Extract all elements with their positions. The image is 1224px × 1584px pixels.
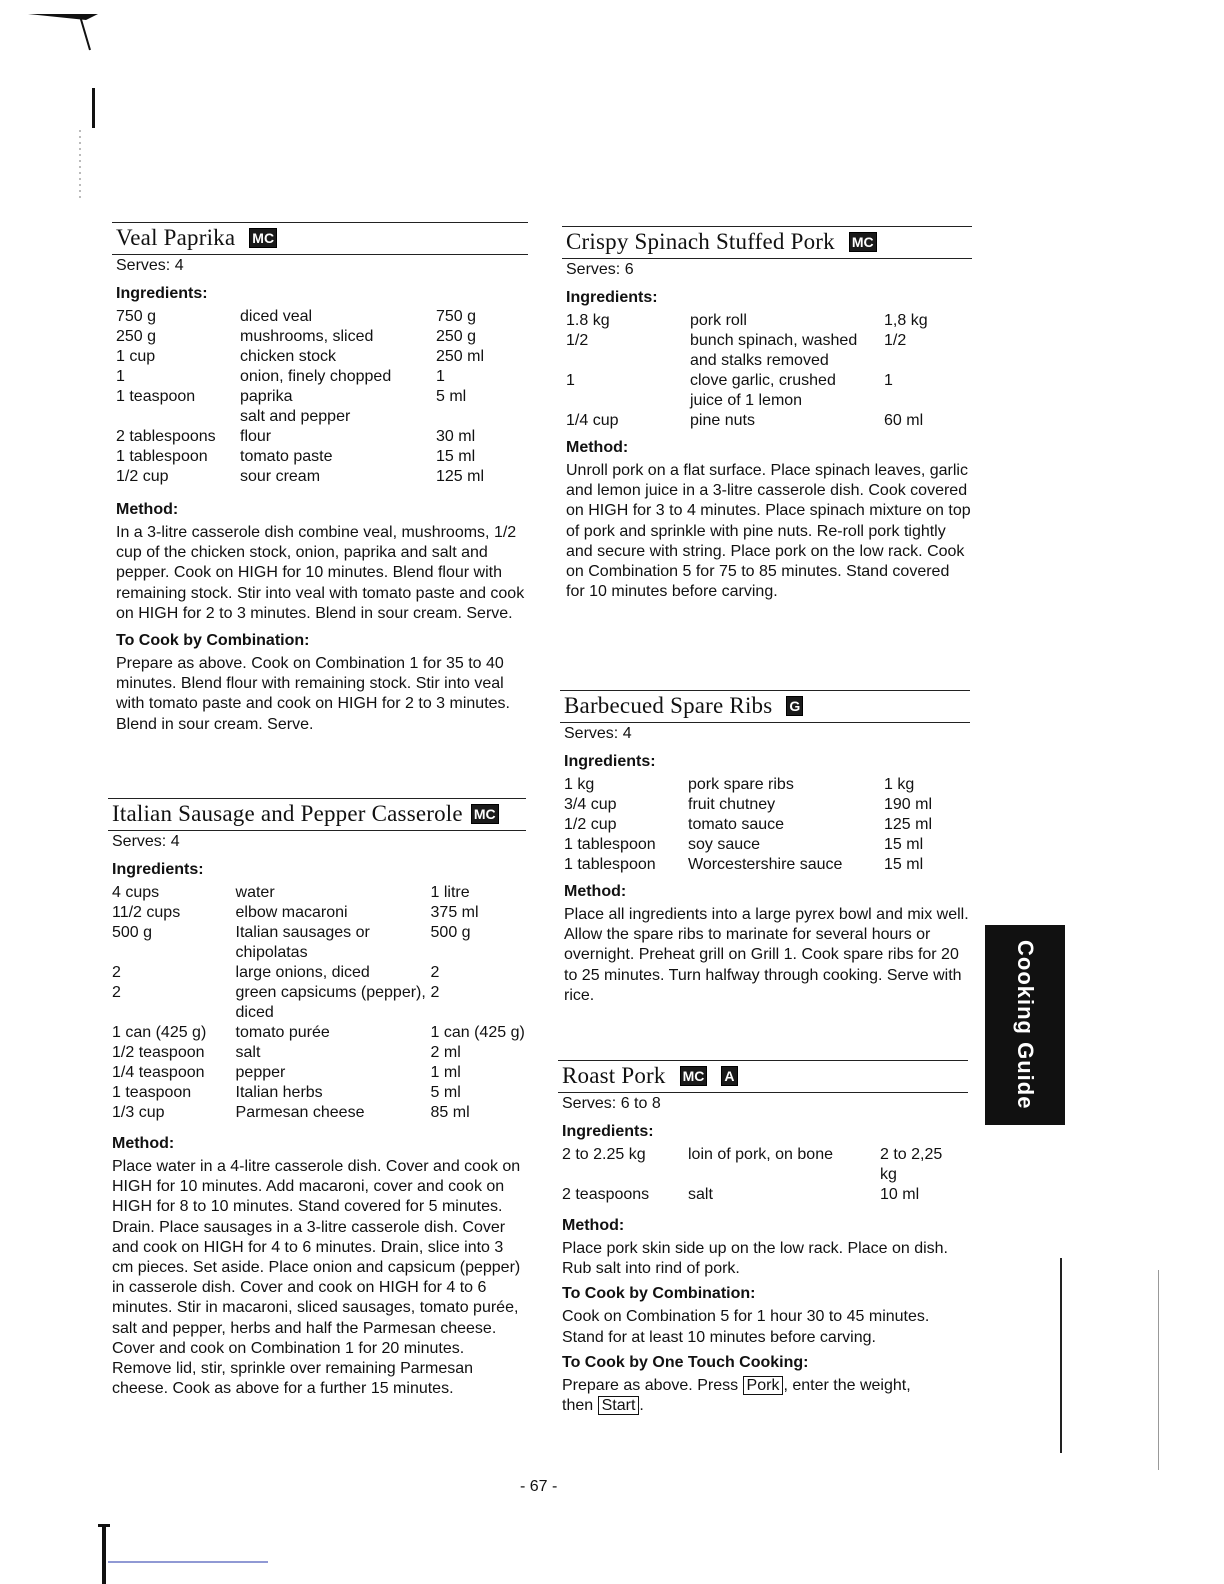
one-touch-text-a: Prepare as above. Press bbox=[562, 1376, 739, 1394]
combination-label: To Cook by Combination: bbox=[116, 632, 310, 650]
ingredient-name: tomato paste bbox=[240, 448, 333, 465]
ingredient-metric: 1 bbox=[436, 368, 445, 385]
ingredients-table bbox=[112, 883, 526, 1123]
ingredient-name: Worcestershire sauce bbox=[688, 856, 843, 873]
combination-text: Prepare as above. Cook on Combination 1 for 35 to 40 minutes. Blend flour with remaining stock. Stir into veal with tomato paste and cook on HIGH for 2 to 3 minutes. Blend in sour cream. Serve. bbox=[116, 655, 510, 733]
one-touch-text bbox=[562, 1376, 968, 1416]
recipe-title-row bbox=[112, 222, 528, 255]
one-touch-text-d: . bbox=[639, 1397, 644, 1415]
ingredient-quantity: 1 cup bbox=[116, 348, 156, 365]
method-text: Place all ingredients into a large pyrex bowl and mix well. Allow the spare ribs to marinate for several hours or overnight. Preheat grill on Grill 1. Cook spare ribs for 20 to 25 minutes. Turn halfway through cooking. Serve with rice. bbox=[564, 906, 969, 1004]
ingredient-row bbox=[116, 347, 526, 367]
recipe-spinach-pork bbox=[562, 226, 972, 602]
ingredients-table bbox=[116, 307, 526, 487]
ingredient-row bbox=[564, 835, 964, 855]
method-label: Method: bbox=[562, 1217, 625, 1234]
ingredient-name: diced veal bbox=[240, 308, 313, 325]
ingredient-name: mushrooms, sliced bbox=[240, 328, 374, 345]
method-text: Place water in a 4-litre casserole dish. Cover and cook on HIGH for 10 minutes. Add macaroni, cover and cook on HIGH for 8 to 10 minutes. Stand covered for 5 minutes. Drain. Place sausages in a 3-litre casserole dish. Cover and cook on HIGH for 4 to 6 minutes. Drain, slice into 3 cm pieces. Set aside. Place onion and capsicum (pepper) in casserole dish. Cover and cook on HIGH for 4 to 6 minutes. Stir in macaroni, sliced sausages, tomato purée, salt and pepper, herbs and half the Parmesan cheese. Cover and cook on Combination 1 for 20 minutes. Remove lid, stir, sprinkle over remaining Parmesan cheese. Cook as above for a further 15 minutes. bbox=[112, 1158, 521, 1398]
one-touch-text-b: , enter the weight, bbox=[783, 1376, 911, 1394]
mode-badge-icon: MC bbox=[849, 232, 877, 252]
recipe-title: Italian Sausage and Pepper Casserole bbox=[112, 801, 463, 826]
ingredient-metric: 250 g bbox=[436, 328, 477, 345]
start-key: Start bbox=[598, 1396, 640, 1415]
ingredient-quantity: 11/2 cups bbox=[112, 904, 181, 921]
ingredient-quantity: 1/2 cup bbox=[116, 468, 169, 485]
ingredient-metric: 500 g bbox=[430, 924, 471, 941]
page-number: - 67 - bbox=[520, 1478, 558, 1495]
ingredient-row bbox=[562, 1185, 960, 1205]
serves: Serves: 4 bbox=[112, 833, 180, 850]
ingredient-name: sour cream bbox=[240, 468, 321, 485]
ingredient-row bbox=[116, 467, 526, 487]
recipe-title: Roast Pork bbox=[562, 1063, 666, 1088]
recipe-title: Veal Paprika bbox=[116, 225, 236, 250]
ingredient-name: salt bbox=[688, 1186, 713, 1203]
ingredient-metric: 15 ml bbox=[436, 448, 476, 465]
ingredient-metric: 2 ml bbox=[430, 1044, 461, 1061]
method-label: Method: bbox=[112, 1135, 175, 1152]
ingredient-name: bunch spinach, washed and stalks removed bbox=[690, 332, 858, 369]
ingredient-metric: 10 ml bbox=[880, 1186, 920, 1203]
ingredients-label: Ingredients: bbox=[562, 1123, 654, 1140]
ingredient-quantity bbox=[116, 407, 240, 427]
ingredient-quantity: 1/2 cup bbox=[564, 816, 617, 833]
ingredient-quantity: 1 teaspoon bbox=[116, 388, 196, 405]
ingredient-metric: 2 bbox=[430, 964, 440, 981]
ingredient-metric: 250 ml bbox=[436, 348, 485, 365]
ingredient-name: chicken stock bbox=[240, 348, 337, 365]
ingredient-quantity: 1 kg bbox=[564, 776, 595, 793]
ingredient-name: elbow macaroni bbox=[235, 904, 348, 921]
ingredient-quantity: 250 g bbox=[116, 328, 157, 345]
ingredient-name: Parmesan cheese bbox=[235, 1104, 365, 1121]
ingredient-name: pepper bbox=[235, 1064, 286, 1081]
ingredient-name: pine nuts bbox=[690, 412, 755, 429]
ingredient-quantity: 2 teaspoons bbox=[562, 1186, 650, 1203]
ingredient-row bbox=[564, 815, 964, 835]
ingredient-quantity: 1 bbox=[116, 368, 125, 385]
ingredient-quantity: 2 bbox=[112, 984, 121, 1001]
ingredient-quantity: 1.8 kg bbox=[566, 312, 610, 329]
ingredient-metric: 85 ml bbox=[430, 1104, 470, 1121]
ingredient-quantity: 500 g bbox=[112, 924, 153, 941]
ingredient-metric: 1/2 bbox=[884, 332, 907, 349]
ingredient-metric: 1 can (425 g) bbox=[430, 1024, 525, 1041]
corner-crop-mark bbox=[28, 10, 108, 200]
ingredient-name: tomato sauce bbox=[688, 816, 785, 833]
ingredient-metric: 15 ml bbox=[884, 856, 924, 873]
ingredient-row bbox=[116, 407, 526, 427]
serves: Serves: 4 bbox=[116, 257, 184, 274]
ingredient-name: juice of 1 lemon bbox=[690, 392, 803, 409]
recipe-title-row bbox=[558, 1060, 968, 1093]
ingredient-quantity: 1 can (425 g) bbox=[112, 1024, 207, 1041]
auto-badge-icon: A bbox=[721, 1066, 737, 1086]
ingredient-metric: 125 ml bbox=[884, 816, 933, 833]
ingredient-metric: 1 kg bbox=[884, 776, 915, 793]
ingredient-metric: 375 ml bbox=[430, 904, 479, 921]
ingredient-metric: 15 ml bbox=[884, 836, 924, 853]
ingredients-label: Ingredients: bbox=[116, 285, 208, 302]
ingredient-metric: 2 bbox=[430, 984, 440, 1001]
ingredient-row bbox=[116, 427, 526, 447]
ingredient-metric: 5 ml bbox=[430, 1084, 461, 1101]
ingredient-metric: 60 ml bbox=[884, 412, 924, 429]
ingredient-quantity: 1 tablespoon bbox=[564, 836, 656, 853]
ingredient-metric: 125 ml bbox=[436, 468, 485, 485]
method-text: In a 3-litre casserole dish combine veal, mushrooms, 1/2 cup of the chicken stock, onion, paprika and salt and pepper. Cook on HIGH for 10 minutes. Blend flour with remaining stock. Stir into veal with tomato paste and cook on HIGH for 2 to 3 minutes. Blend in sour cream. Serve. bbox=[116, 524, 525, 622]
ingredient-quantity: 1 tablespoon bbox=[116, 448, 208, 465]
ingredient-name: fruit chutney bbox=[688, 796, 776, 813]
margin-line bbox=[1158, 1270, 1159, 1470]
recipe-veal-paprika bbox=[112, 222, 528, 735]
ingredient-row bbox=[116, 307, 526, 327]
ingredient-quantity: 1/4 cup bbox=[566, 412, 619, 429]
section-tab-label: Cooking Guide bbox=[1013, 940, 1038, 1110]
ingredient-row bbox=[566, 311, 964, 331]
ingredient-quantity: 2 to 2.25 kg bbox=[562, 1146, 646, 1163]
combination-text: Cook on Combination 5 for 1 hour 30 to 45 minutes. Stand for at least 10 minutes before carving. bbox=[562, 1308, 930, 1346]
ingredient-name: green capsicums (pepper), diced bbox=[235, 984, 426, 1021]
recipe-spare-ribs bbox=[560, 690, 970, 1006]
ingredient-quantity: 4 cups bbox=[112, 884, 160, 901]
ingredient-quantity: 3/4 cup bbox=[564, 796, 617, 813]
ingredient-name: clove garlic, crushed bbox=[690, 372, 836, 389]
ingredient-metric: 750 g bbox=[436, 308, 477, 325]
ingredient-row bbox=[566, 331, 964, 371]
recipe-italian-sausage bbox=[108, 798, 526, 1399]
ingredients-table bbox=[562, 1145, 960, 1205]
ingredient-metric bbox=[436, 407, 526, 427]
ingredient-row bbox=[566, 391, 964, 411]
ingredient-row bbox=[112, 923, 526, 963]
ingredient-name: paprika bbox=[240, 388, 293, 405]
ingredient-metric: 1 litre bbox=[430, 884, 470, 901]
bottom-crop-mark bbox=[98, 1520, 278, 1584]
method-text: Unroll pork on a flat surface. Place spinach leaves, garlic and lemon juice in a 3-litre casserole dish. Cook covered on HIGH for 3 to 4 minutes. Place spinach mixture on top of pork and sprinkle with pine nuts. Re-roll pork tightly and secure with string. Place pork on the low rack. Cook on Combination 5 for 75 to 85 minutes. Stand covered for 10 minutes before carving. bbox=[566, 462, 971, 601]
ingredients-label: Ingredients: bbox=[112, 861, 204, 878]
recipe-title: Crispy Spinach Stuffed Pork bbox=[566, 229, 835, 254]
ingredients-table bbox=[566, 311, 964, 431]
ingredient-quantity: 1/4 teaspoon bbox=[112, 1064, 205, 1081]
ingredient-row bbox=[112, 1083, 526, 1103]
ingredients-label: Ingredients: bbox=[566, 289, 658, 306]
pork-key: Pork bbox=[743, 1376, 784, 1395]
ingredient-metric: 1 ml bbox=[430, 1064, 461, 1081]
recipe-title-row bbox=[562, 226, 972, 259]
method-label: Method: bbox=[566, 439, 629, 456]
ingredient-metric: 30 ml bbox=[436, 428, 476, 445]
ingredient-metric: 190 ml bbox=[884, 796, 933, 813]
ingredient-row bbox=[116, 327, 526, 347]
ingredient-name: water bbox=[235, 884, 275, 901]
ingredient-quantity: 2 bbox=[112, 964, 121, 981]
ingredient-row bbox=[562, 1145, 960, 1185]
ingredient-quantity bbox=[566, 391, 690, 411]
mode-badge-icon: MC bbox=[249, 228, 277, 248]
ingredient-quantity: 2 tablespoons bbox=[116, 428, 216, 445]
section-tab bbox=[985, 925, 1065, 1125]
ingredient-name: tomato purée bbox=[235, 1024, 330, 1041]
ingredient-metric: 2 to 2,25 kg bbox=[880, 1146, 943, 1183]
ingredient-name: loin of pork, on bone bbox=[688, 1146, 833, 1163]
one-touch-text-c: then bbox=[562, 1397, 594, 1415]
ingredient-name: onion, finely chopped bbox=[240, 368, 392, 385]
ingredient-row bbox=[566, 371, 964, 391]
ingredient-name: pork roll bbox=[690, 312, 747, 329]
ingredient-row bbox=[112, 1023, 526, 1043]
ingredient-quantity: 1 bbox=[566, 372, 575, 389]
recipe-roast-pork bbox=[558, 1060, 968, 1416]
one-touch-label: To Cook by One Touch Cooking: bbox=[562, 1353, 809, 1371]
ingredient-row bbox=[112, 903, 526, 923]
recipe-title-row bbox=[560, 690, 970, 723]
ingredient-row bbox=[112, 1103, 526, 1123]
ingredient-row bbox=[112, 1043, 526, 1063]
ingredient-row bbox=[564, 775, 964, 795]
ingredient-row bbox=[564, 795, 964, 815]
ingredient-quantity: 750 g bbox=[116, 308, 157, 325]
ingredient-metric: 1 bbox=[884, 372, 893, 389]
ingredient-name: soy sauce bbox=[688, 836, 761, 853]
ingredient-quantity: 1/2 bbox=[566, 332, 589, 349]
grill-badge-icon: G bbox=[786, 696, 803, 716]
method-label: Method: bbox=[564, 883, 627, 900]
ingredient-name: flour bbox=[240, 428, 272, 445]
ingredient-row bbox=[112, 963, 526, 983]
combination-label: To Cook by Combination: bbox=[562, 1285, 756, 1303]
ingredient-name: salt bbox=[235, 1044, 261, 1061]
recipe-title-row bbox=[108, 798, 526, 831]
ingredient-row bbox=[112, 983, 526, 1023]
ingredient-quantity: 1/3 cup bbox=[112, 1104, 165, 1121]
serves: Serves: 6 to 8 bbox=[562, 1095, 661, 1112]
mode-badge-icon: MC bbox=[680, 1066, 708, 1086]
ingredient-metric: 1,8 kg bbox=[884, 312, 928, 329]
margin-line bbox=[1060, 1258, 1062, 1453]
ingredient-name: Italian sausages or chipolatas bbox=[235, 924, 370, 961]
method-text: Place pork skin side up on the low rack. Place on dish. Rub salt into rind of pork. bbox=[562, 1240, 948, 1278]
mode-badge-icon: MC bbox=[471, 804, 499, 824]
serves: Serves: 4 bbox=[564, 725, 632, 742]
ingredient-row bbox=[116, 367, 526, 387]
ingredient-row bbox=[112, 1063, 526, 1083]
ingredient-row bbox=[564, 855, 964, 875]
ingredient-name: salt and pepper bbox=[240, 408, 351, 425]
ingredient-metric bbox=[884, 391, 964, 411]
ingredient-metric: 5 ml bbox=[436, 388, 467, 405]
serves: Serves: 6 bbox=[566, 261, 634, 278]
ingredient-quantity: 1 tablespoon bbox=[564, 856, 656, 873]
ingredient-quantity: 1 teaspoon bbox=[112, 1084, 192, 1101]
ingredient-row bbox=[116, 447, 526, 467]
ingredient-name: large onions, diced bbox=[235, 964, 370, 981]
ingredient-quantity: 1/2 teaspoon bbox=[112, 1044, 205, 1061]
ingredients-label: Ingredients: bbox=[564, 753, 656, 770]
ingredient-row bbox=[112, 883, 526, 903]
ingredient-row bbox=[116, 387, 526, 407]
ingredient-row bbox=[566, 411, 964, 431]
method-label: Method: bbox=[116, 501, 179, 518]
recipe-title: Barbecued Spare Ribs bbox=[564, 693, 773, 718]
ingredient-name: pork spare ribs bbox=[688, 776, 794, 793]
ingredients-table bbox=[564, 775, 964, 875]
ingredient-name: Italian herbs bbox=[235, 1084, 323, 1101]
